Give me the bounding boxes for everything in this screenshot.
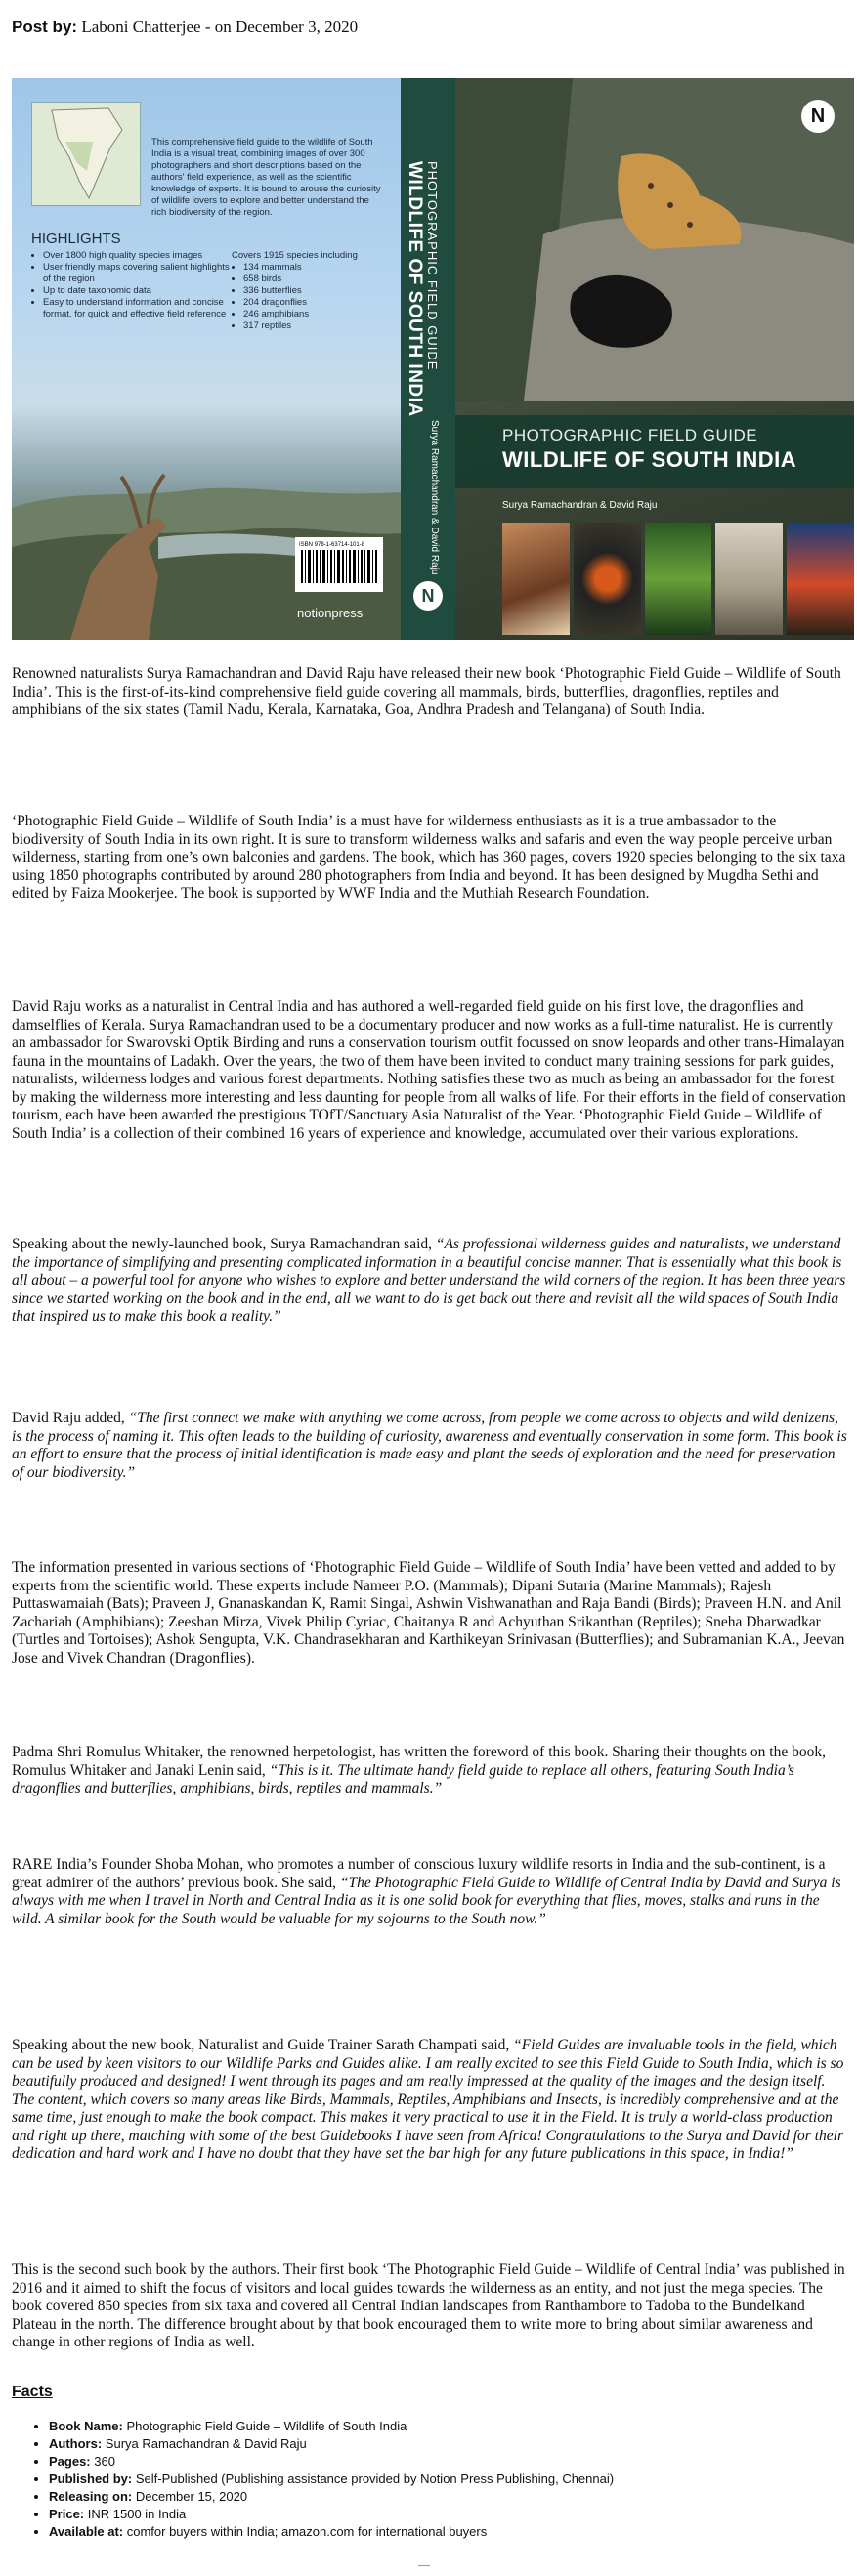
paragraph-lead: Speaking about the new book, Naturalist and Guide Trainer Sarath Champati said,	[12, 2037, 514, 2053]
article-paragraph	[12, 1856, 847, 1928]
covers-item: • 134 mammals	[243, 262, 388, 274]
highlights-list	[31, 250, 234, 320]
post-byline	[12, 18, 358, 37]
cover-spine	[401, 78, 455, 640]
article-paragraph: The information presented in various sections of ‘Photographic Field Guide – Wildlife of South India’ have been vetted and added to by experts from the scientific world. These experts include Nameer P.O. (Mammals); Dipani Sutaria (Marine Mammals); Rajesh Puttaswamaiah (Bats); Praveen J, Gnanaskandan K, Ramit Singal, Ashwin Vishwanathan and Raja Bandi (Birds); Praveen H.N. and Anil Zachariah (Amphibians); Zeeshan Mirza, Vivek Philip Cyriac, Chaitanya R and Achyuthan Srikanthan (Reptiles); Sneha Dharwadkar (Turtles and Tortoises); Ashok Sengupta, V.K. Chandrasekharan and Karthikeyan Srinivasan (Butterflies); and Subramanian K.A., Jeevan Jose and Vivek Chandran (Dragonflies).	[12, 1559, 845, 1667]
kingfisher-thumbnail	[787, 523, 854, 635]
highlight-item: • Easy to understand information and concise format, for quick and effective field reference	[43, 297, 234, 320]
butterfly-thumbnail	[715, 523, 783, 635]
page-end-mark	[418, 2565, 430, 2566]
paragraph-lead: David Raju added,	[12, 1410, 129, 1426]
paragraph-lead: Padma Shri Romulus Whitaker, the renowned herpetologist, has written the foreword of this book. Sharing their thoughts on the book, Romulus Whitaker and Janaki Lenin said,	[12, 1744, 826, 1779]
species-thumbnails	[502, 523, 854, 635]
article-paragraph: ‘Photographic Field Guide – Wildlife of South India’ is a must have for wilderness enthusiasts as it is a true ambassador to the biodiversity of South India in its own right. It is sure to transform wilderness walks and safaris and even the way people perceive urban wilderness, starting from one’s own balconies and gardens. The book, which has 360 pages, covers 1920 species belonging to the six taxa using 1850 photographs contributed by around 280 photographers from India and beyond. It has been designed by Mugdha Sethi and edited by Faiza Mookerjee. The book is supported by WWF India and the Muthiah Research Foundation.	[12, 813, 846, 902]
paragraph-quote: “As professional wilderness guides and naturalists, we understand the importance of simplifying and presenting complicated information in a beautiful concise manner. That is essentially what this book is all about – a powerful tool for anyone who wishes to explore and better understand the wild corners of the region. It has been three years since we started working on the book and in the end, all we want to do is get back out there and revisit all the wild spaces of South India that inspired us to make this book a reality.”	[12, 1236, 846, 1325]
fact-item	[49, 2453, 850, 2470]
spine-title: PHOTOGRAPHIC FIELD GUIDE WILDLIFE OF SOUTH INDIA	[405, 161, 440, 417]
fact-label: Authors:	[49, 2436, 103, 2451]
dragonfly-thumbnail	[645, 523, 712, 635]
front-authors: Surya Ramachandran & David Raju	[502, 500, 658, 511]
fact-value: INR 1500 in India	[87, 2507, 187, 2521]
barcode	[295, 537, 383, 592]
cover-back	[12, 78, 401, 640]
cover-front	[455, 78, 854, 640]
covers-item: • 658 birds	[243, 274, 388, 285]
back-blurb: This comprehensive field guide to the wildlife of South India is a visual treat, combining images of over 300 photographers and short descriptions based on the authors' field experience, as well as the scientific knowledge of experts. It is bound to arouse the curiosity of wildlife lovers to explore and better understand the rich biodiversity of the region.	[151, 137, 381, 218]
article-paragraph	[12, 1236, 847, 1327]
fact-label: Published by:	[49, 2471, 133, 2486]
spine-logo: N	[413, 581, 443, 611]
article-paragraph	[12, 1410, 847, 1482]
highlight-item: • User friendly maps covering salient highlights of the region	[43, 262, 234, 285]
paragraph-lead: RARE India’s Founder Shoba Mohan, who promotes a number of conscious luxury wildlife resorts in India and the sub-continent, is a great admirer of the authors’ previous book. She said,	[12, 1856, 826, 1891]
facts-heading: Facts	[12, 2384, 53, 2400]
fact-item	[49, 2488, 850, 2506]
fact-label: Pages:	[49, 2454, 91, 2469]
article-paragraph: Renowned naturalists Surya Ramachandran and David Raju have released their new book ‘Photographic Field Guide – Wildlife of South India’. This is the first-of-its-kind comprehensive field guide covering all mammals, birds, butterflies, dragonflies, reptiles and amphibians of the six states (Tamil Nadu, Kerala, Karnataka, Goa, Andhra Pradesh and Telangana) of South India.	[12, 665, 841, 718]
covers-title: Covers 1915 species including	[232, 250, 358, 261]
paragraph-quote: “Field Guides are invaluable tools in the field, which can be used by keen visitors to our Wildlife Parks and Guides alike. I am really excited to see this Field Guide to South India, which is so beautifully produced and designed! I went through its pages and am really impressed at the quality of the images and the design itself. The content, which covers so many areas like Birds, Mammals, Reptiles, Amphibians and Insects, is incredibly comprehensive and at the same time, just enough to make the book compact. This makes it very practical to use it in the Field. It is truly a world-class production and right up there, matching with some of the best Guidebooks I have seen from Africa! Congratulations to the Surya and David for their dedication and hard work and I have no doubt that they have set the bar high for any future publications in this space, in India!”	[12, 2037, 844, 2162]
spine-authors: Surya Ramachandran & David Raju	[429, 420, 440, 575]
covers-item: • 336 butterflies	[243, 285, 388, 297]
front-title-2: WILDLIFE OF SOUTH INDIA	[502, 447, 797, 472]
covers-item: • 204 dragonflies	[243, 297, 388, 309]
south-india-map	[31, 102, 141, 206]
fact-label: Price:	[49, 2507, 85, 2521]
fact-value: comfor buyers within India; amazon.com for international buyers	[126, 2524, 488, 2539]
fact-label: Available at:	[49, 2524, 124, 2539]
front-logo: N	[801, 100, 835, 133]
fact-value: December 15, 2020	[135, 2489, 248, 2504]
byline-author-date: Laboni Chatterjee - on December 3, 2020	[81, 18, 359, 36]
highlights-title: HIGHLIGHTS	[31, 231, 121, 247]
article-paragraph	[12, 1744, 847, 1798]
fact-value: Photographic Field Guide – Wildlife of South India	[126, 2419, 407, 2433]
byline-label: Post by:	[12, 18, 78, 36]
article-paragraph: David Raju works as a naturalist in Central India and has authored a well-regarded field guide on his first love, the dragonflies and damselflies of Kerala. Surya Ramachandran used to be a documentary producer and now works as a full-time naturalist. He is currently an ambassador for Swarovski Optik Birding and runs a conservation tourism outfit focussed on snow leopards and other trans-Himalayan fauna in the mountains of Ladakh. Over the years, the two of them have been invited to conduct many training sessions for park guides, naturalists, wilderness lodges and various forest departments. Nothing satisfies these two as much as being an ambassador for the forest by making the wilderness more interesting and less daunting for people from all walks of life. For their efforts in the field of conservation tourism, each have been awarded the prestigious TOfT/Sanctuary Asia Naturalist of the Year. ‘Photographic Field Guide – Wildlife of South India’ is a collection of their combined 16 years of experience and knowledge, accumulated over their various explorations.	[12, 998, 846, 1142]
covers-item: • 317 reptiles	[243, 320, 388, 332]
highlight-item: • Up to date taxonomic data	[43, 285, 234, 297]
article-paragraph: This is the second such book by the authors. Their first book ‘The Photographic Field Guide – Wildlife of Central India’ was published in 2016 and it aimed to shift the focus of visitors and local guides towards the wilderness as an entity, and not just the mega species. The book covered 850 species from six taxa and covered all Central Indian landscapes from Ranthambore to Tadoba to the Bundelkand Plateau in the north. The difference brought about by that book encouraged them to write more to bring about similar awareness and change in other regions of India as well.	[12, 2261, 845, 2350]
highlight-item: • Over 1800 high quality species images	[43, 250, 234, 262]
svg-text:ISBN 978-1-63714-101-8: ISBN 978-1-63714-101-8	[299, 542, 365, 548]
fact-label: Releasing on:	[49, 2489, 133, 2504]
paragraph-quote: “This is it. The ultimate handy field guide to replace all others, featuring South India’s dragonflies and butterflies, amphibians, birds, reptiles and mammals.”	[12, 1761, 794, 1796]
species-coverage	[232, 250, 388, 332]
front-title-1: PHOTOGRAPHIC FIELD GUIDE	[502, 426, 758, 444]
paragraph-quote: “The Photographic Field Guide to Wildlife of Central India by David and Surya is always with me when I travel in North and Central India as it is one solid book for everything that flies, moves, stalks and runs in the wild. A similar book for the South would be valuable for my sojourns to the South now.”	[12, 1874, 841, 1927]
paragraph-quote: “The first connect we make with anything we come across, from people we come across to objects and wild denizens, is the process of naming it. This often leads to the building of curiosity, awareness and eventually conservation in some form. This book is an effort to ensure that the process of initial identification is made easy and plant the seeds of exploration and the need for preservation of our biodiversity.”	[12, 1410, 847, 1481]
fact-item	[49, 2435, 850, 2453]
paragraph-lead: Speaking about the newly-launched book, Surya Ramachandran said,	[12, 1236, 436, 1252]
fact-item	[49, 2506, 850, 2523]
article-paragraph	[12, 2037, 847, 2164]
bird-thumbnail	[502, 523, 570, 635]
fact-value: Self-Published (Publishing assistance provided by Notion Press Publishing, Chennai)	[135, 2471, 615, 2486]
book-cover-image	[12, 78, 854, 640]
fact-item	[49, 2470, 850, 2488]
fact-value: 360	[94, 2454, 115, 2469]
fact-item	[49, 2418, 850, 2435]
fact-value: Surya Ramachandran & David Raju	[105, 2436, 307, 2451]
reptile-thumbnail	[574, 523, 641, 635]
fact-label: Book Name:	[49, 2419, 123, 2433]
facts-list	[12, 2418, 850, 2541]
covers-item: • 246 amphibians	[243, 309, 388, 320]
publisher-logo: notionpress	[297, 606, 364, 620]
leopard-rock-photo	[455, 78, 854, 401]
fact-item	[49, 2523, 850, 2541]
